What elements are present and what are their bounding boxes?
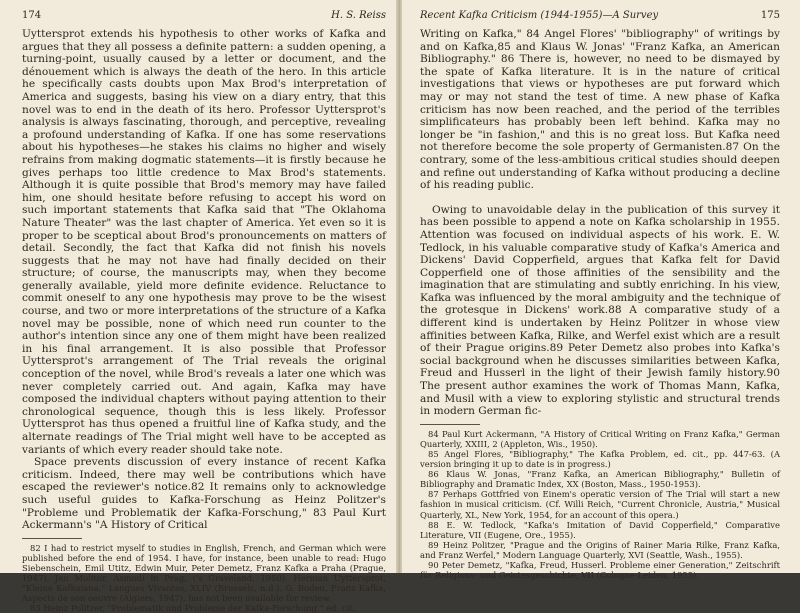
- right-page-header: [420, 10, 780, 23]
- footnote: 90 Peter Demetz, "Kafka, Freud, Husserl. Probleme einer Generation," Zeitschrift für Religions- und Geistesgeschichte, VII (Cologne-Leiden, 1955).: [420, 560, 780, 581]
- footnote-rule: [22, 538, 82, 539]
- footnote: 89 Heinz Politzer, "Prague and the Origins of Rainer Maria Rilke, Franz Kafka, and Franz Werfel," Modern Language Quarterly, XVI (Seattle, Wash., 1955).: [420, 539, 780, 560]
- left-page-header: [22, 10, 386, 23]
- page-number: 175: [760, 10, 780, 21]
- left-footnotes: [22, 543, 386, 613]
- footnote: 87 Perhaps Gottfried von Einem's operatic version of The Trial will start a new fashion in musical criticism. (Cf. Willi Reich, "Current Chronicle, Austria," Musical Quarterly, XL, New York, 1954, for an account of this opera.): [420, 489, 780, 520]
- footnote: 86 Klaus W. Jonas, "Franz Kafka, an American Bibliography," Bulletin of Bibliography and Dramatic Index, XX (Boston, Mass., 1950-1953).: [420, 469, 780, 490]
- footnote: 82 I had to restrict myself to studies in English, French, and German which were published before the end of 1954. I have, for instance, been unable to read: Hugo Siebenschein, Emil Utitz, Edwin Muir, Peter Demetz, Franz Kafka a Praha (Prague, 1947), Jan Molitor, Asmodi in Prag, ('s Graveland, 1950). Herman Uyttersprot, "Kleine Kafkaiana," Langues Vivantes, XLIV (Brussels, n.d.). G. Boden, Franz Kafka, Aspects de son oeuvre (Algiers, 1947), has not been available for review.: [22, 542, 386, 604]
- running-head: Recent Kafka Criticism (1944-1955)—A Survey: [420, 10, 659, 21]
- footnote: 84 Paul Kurt Ackermann, "A History of Critical Writing on Franz Kafka," German Quarterly, XXIII, 2 (Appleton, Wis., 1950).: [420, 428, 780, 449]
- left-page: [0, 0, 398, 613]
- footnote: 83 Heinz Politzer, "Problematik und Probleme der Kafka-Forschung," ed. cit.: [30, 603, 356, 613]
- body-paragraph: Owing to unavoidable delay in the publication of this survey it has been possible to append a note on Kafka scholarship in 1955. Attention was focused on individual aspects of his work. E. W. Tedlock, in his valuable comparative study of Kafka's America and Dickens' David Copperfield, argues that Kafka felt for David Copperfield one of those affinities of the sensibility and the imagination that are stimulating and subtly enriching. In his view, Kafka was influenced by the moral ambiguity and the technique of the grotesque in Dickens' work.88 A comparative study of a different kind is undertaken by Heinz Politzer in whose view affinities between Kafka, Rilke, and Werfel exist which are a result of their Prague origins.89 Peter Demetz also probes into Kafka's social background when he discusses similarities between Kafka, Freud and Husserl in the light of their Jewish family history.90 The present author examines the work of Thomas Mann, Kafka, and Musil with a view to exploring stylistic and structural trends in modern German fic-: [420, 203, 780, 418]
- right-page-body: [420, 28, 780, 418]
- footnote: 85 Angel Flores, "Bibliography," The Kafka Problem, ed. cit., pp. 447-63. (A version bringing it up to date is in progress.): [420, 449, 780, 470]
- left-page-body: [22, 28, 386, 532]
- footnote-rule: [420, 424, 480, 425]
- page-number: 174: [22, 10, 42, 21]
- right-footnotes: [420, 429, 780, 580]
- footnote: 88 E. W. Tedlock, "Kafka's Imitation of David Copperfield," Comparative Literature, VII (Eugene, Ore., 1955).: [420, 519, 780, 540]
- body-paragraph: Uyttersprot extends his hypothesis to other works of Kafka and argues that they all possess a definite pattern: a sudden opening, a turning-point, usually caused by a letter or document, and the dénouement which is always the death of the hero. In this article he specifically casts doubts upon Max Brod's interpretation of America and suggests, basing his view on a diary entry, that this novel was to end in the death of its hero. Professor Uyttersprot's analysis is always fascinating, thorough, and perceptive, revealing a profound understanding of Kafka. If one has some reservations about his hypotheses—he stakes his claims no higher and wisely refrains from making dogmatic statements—it is firstly because he gives perhaps too little credence to Max Brod's statements. Although it is quite possible that Brod's memory may have failed him, one should hesitate before refusing to accept his word on such important statements that Kafka said that "The Oklahoma Nature Theater" was the last chapter of America. Yet even so it is proper to be sceptical about Brod's pronouncements on matters of detail. Secondly, the fact that Kafka did not finish his novels suggests that he may not have had finally decided on their structure; of course, the manuscripts may, when they become generally available, yield more definite evidence. Reluctance to commit oneself to any one hypothesis may prove to be the wisest course, and two or more interpretations of the structure of a Kafka novel may be possible, none of which need run counter to the author's intention since any one of them might have been realized in his final arrangement. It is also possible that Professor Uyttersprot's arrangement of The Trial reveals the original conception of the novel, while Brod's reveals a later one which was never completely carried out. And again, Kafka may have composed the individual chapters without paying attention to their chronological sequence, though this is less likely. Professor Uyttersprot has thus opened a fruitful line of Kafka study, and the alternate readings of The Trial might well have to be accepted as variants of which every reader should take note.: [22, 28, 386, 456]
- body-paragraph: Writing on Kafka," 84 Angel Flores' "bibliography" of writings by and on Kafka,85 and Klaus W. Jonas' "Franz Kafka, an American Bibliography." 86 There is, however, no need to be dismayed by the spate of Kafka literature. It is in the nature of critical investigations that views or hypotheses are put forward which may or may not stand the test of time. A new phase of Kafka criticism has now been reached, and the period of the terribles simplificateurs has probably been left behind. Kafka may no longer be "in fashion," and this is no great loss. But Kafka need not therefore become the sole property of Germanisten.87 On the contrary, some of the less-ambitious critical studies should deepen and refine out understanding of Kafka without producing a decline of his reading public.: [420, 28, 780, 192]
- right-page: [402, 0, 800, 581]
- running-head: H. S. Reiss: [331, 10, 386, 21]
- body-paragraph: Space prevents discussion of every instance of recent Kafka criticism. Indeed, there may well be contributions which have escaped the reviewer's notice.82 It remains only to acknowledge such useful guides to Kafka-Forschung as Heinz Politzer's "Probleme und Problematik der Kafka-Forschung," 83 Paul Kurt Ackermann's "A History of Critical: [22, 456, 386, 532]
